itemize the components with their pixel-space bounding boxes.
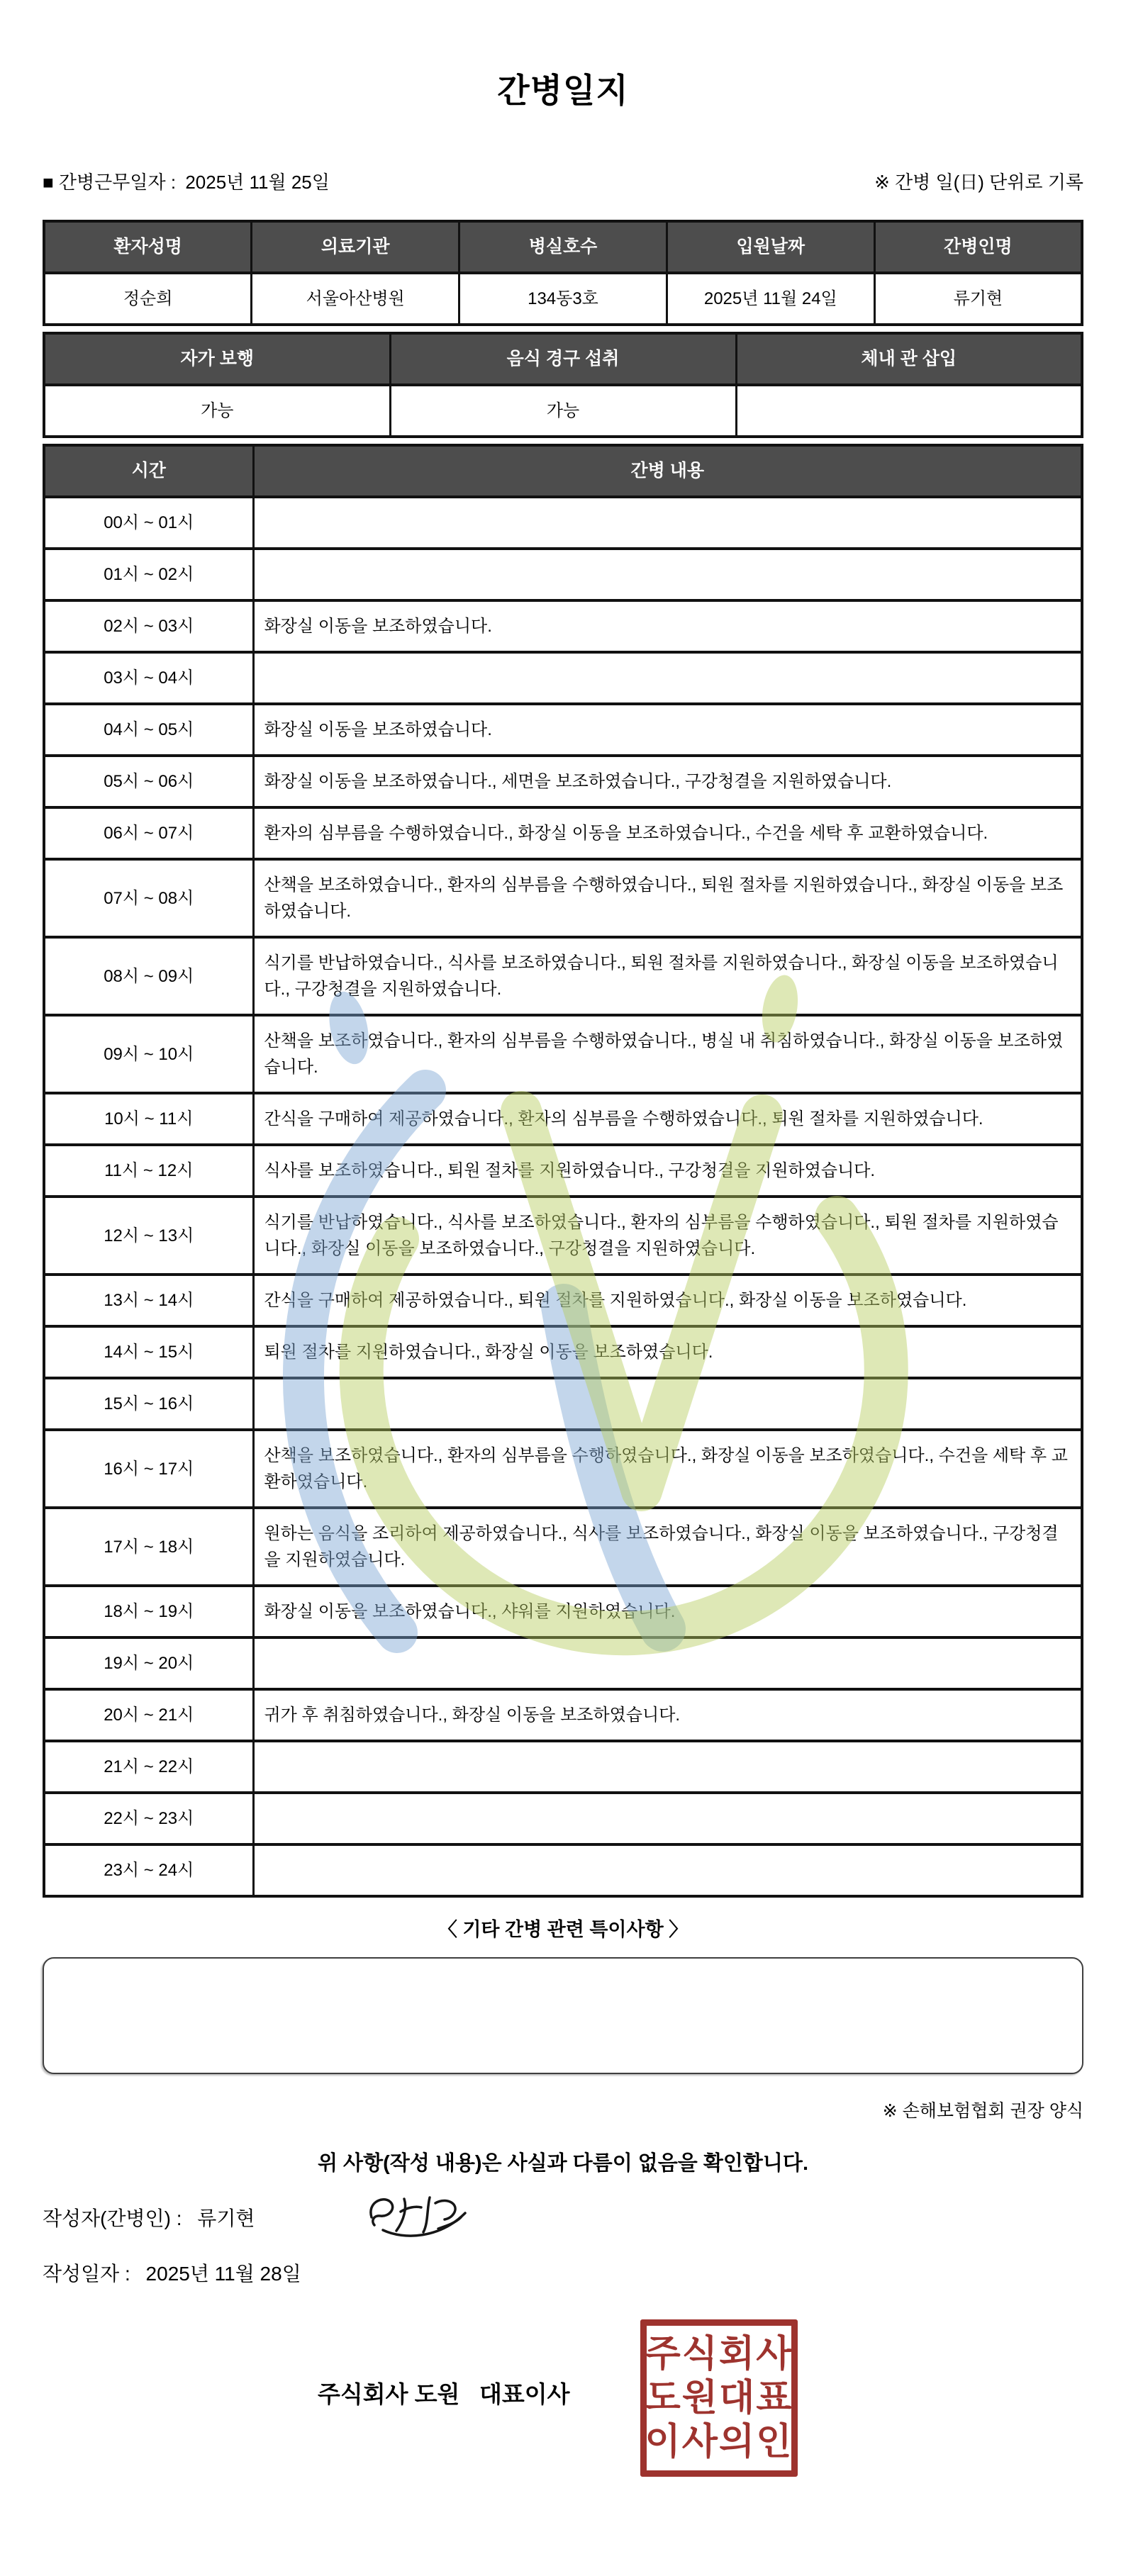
- stamp-text-line: 도원대표: [645, 2378, 793, 2419]
- care-row: [44, 1637, 1082, 1689]
- care-time-cell: 19시 ~ 20시: [44, 1637, 253, 1689]
- care-row: [44, 1586, 1082, 1637]
- tube-insertion-cell: [736, 385, 1082, 437]
- care-time-cell: 18시 ~ 19시: [44, 1586, 253, 1637]
- patient-header-cell: 의료기관: [252, 221, 459, 273]
- care-time-cell: 04시 ~ 05시: [44, 704, 253, 756]
- care-table-body: [44, 497, 1082, 1896]
- care-row: [44, 807, 1082, 859]
- unit-note: ※ 간병 일(日) 단위로 기록: [874, 172, 1083, 193]
- care-content-cell: 간식을 구매하여 제공하였습니다., 환자의 심부름을 수행하였습니다., 퇴원 절차를 지원하였습니다.: [253, 1093, 1082, 1145]
- patient-header-cell: 병실호수: [459, 221, 667, 273]
- status-header-row: [44, 333, 1082, 385]
- other-notes-box: [43, 1957, 1083, 2074]
- care-content-cell: 화장실 이동을 보조하였습니다., 샤워를 지원하였습니다.: [253, 1586, 1082, 1637]
- care-time-cell: 17시 ~ 18시: [44, 1508, 253, 1586]
- care-time-cell: 03시 ~ 04시: [44, 652, 253, 704]
- care-header-row: [44, 445, 1082, 497]
- care-time-cell: 11시 ~ 12시: [44, 1145, 253, 1197]
- care-row: [44, 704, 1082, 756]
- care-time-cell: 09시 ~ 10시: [44, 1015, 253, 1093]
- care-content-cell: 원하는 음식을 조리하여 제공하였습니다., 식사를 보조하였습니다., 화장실 이동을 보조하였습니다., 구강청결을 지원하였습니다.: [253, 1508, 1082, 1586]
- content-header-cell: 간병 내용: [253, 445, 1082, 497]
- care-time-cell: 06시 ~ 07시: [44, 807, 253, 859]
- page-title: 간병일지: [497, 72, 629, 109]
- patient-header-row: [44, 221, 1082, 273]
- care-content-cell: 식기를 반납하였습니다., 식사를 보조하였습니다., 환자의 심부름을 수행하였습니다., 퇴원 절차를 지원하였습니다., 화장실 이동을 보조하였습니다., 구강청결을 지원하였습니다.: [253, 1197, 1082, 1275]
- care-row: [44, 1145, 1082, 1197]
- confirmation-statement: 위 사항(작성 내용)은 사실과 다름이 없음을 확인합니다.: [317, 2152, 809, 2175]
- patient-value-row: [44, 273, 1082, 325]
- care-content-cell: [253, 1793, 1082, 1844]
- work-date-value: 2025년 11월 25일: [185, 172, 330, 193]
- time-header-cell: 시간: [44, 445, 253, 497]
- oral-intake-cell: 가능: [390, 385, 736, 437]
- care-row: [44, 1508, 1082, 1586]
- care-row: [44, 937, 1082, 1015]
- care-content-cell: 산책을 보조하였습니다., 환자의 심부름을 수행하였습니다., 퇴원 절차를 지원하였습니다., 화장실 이동을 보조하였습니다.: [253, 859, 1082, 937]
- care-row: [44, 1689, 1082, 1741]
- care-content-cell: [253, 1844, 1082, 1896]
- care-row: [44, 1326, 1082, 1378]
- care-time-cell: 08시 ~ 09시: [44, 937, 253, 1015]
- care-content-cell: 환자의 심부름을 수행하였습니다., 화장실 이동을 보조하였습니다., 수건을 세탁 후 교환하였습니다.: [253, 807, 1082, 859]
- care-row: [44, 859, 1082, 937]
- care-time-cell: 13시 ~ 14시: [44, 1275, 253, 1326]
- care-time-cell: 16시 ~ 17시: [44, 1430, 253, 1508]
- care-time-cell: 00시 ~ 01시: [44, 497, 253, 549]
- care-log-section: [43, 444, 1083, 1898]
- care-content-cell: 화장실 이동을 보조하였습니다.: [253, 600, 1082, 652]
- written-date-label: 작성일자 :: [43, 2263, 130, 2285]
- care-log-table: [43, 444, 1083, 1898]
- care-row: [44, 1793, 1082, 1844]
- care-time-cell: 05시 ~ 06시: [44, 756, 253, 807]
- care-content-cell: 산책을 보조하였습니다., 환자의 심부름을 수행하였습니다., 화장실 이동을 보조하였습니다., 수건을 세탁 후 교환하였습니다.: [253, 1430, 1082, 1508]
- care-time-cell: 12시 ~ 13시: [44, 1197, 253, 1275]
- writer-name: 류기현: [197, 2207, 255, 2229]
- work-date-label: ■ 간병근무일자 :: [43, 172, 177, 193]
- stamp-text-line: 주식회사: [645, 2334, 793, 2375]
- care-row: [44, 1015, 1082, 1093]
- care-time-cell: 01시 ~ 02시: [44, 549, 253, 600]
- care-time-cell: 22시 ~ 23시: [44, 1793, 253, 1844]
- patient-info-table: [43, 220, 1083, 326]
- care-time-cell: 14시 ~ 15시: [44, 1326, 253, 1378]
- handwritten-signature: [360, 2190, 474, 2250]
- status-header-cell: 자가 보행: [44, 333, 390, 385]
- status-header-cell: 체내 관 삽입: [736, 333, 1082, 385]
- work-date-line: [43, 170, 334, 194]
- care-content-cell: [253, 1741, 1082, 1793]
- care-time-cell: 07시 ~ 08시: [44, 859, 253, 937]
- spacer: [43, 438, 1083, 444]
- care-row: [44, 1093, 1082, 1145]
- care-content-cell: [253, 652, 1082, 704]
- admission-date-cell: 2025년 11월 24일: [667, 273, 874, 325]
- status-value-row: [44, 385, 1082, 437]
- care-row: [44, 549, 1082, 600]
- care-row: [44, 1378, 1082, 1430]
- care-row: [44, 1844, 1082, 1896]
- care-content-cell: 간식을 구매하여 제공하였습니다., 퇴원 절차를 지원하였습니다., 화장실 이동을 보조하였습니다.: [253, 1275, 1082, 1326]
- care-time-cell: 20시 ~ 21시: [44, 1689, 253, 1741]
- care-content-cell: [253, 1637, 1082, 1689]
- meta-row: [43, 170, 1083, 194]
- care-content-cell: [253, 1378, 1082, 1430]
- care-content-cell: 귀가 후 취침하였습니다., 화장실 이동을 보조하였습니다.: [253, 1689, 1082, 1741]
- care-row: [44, 652, 1082, 704]
- patient-status-table: [43, 332, 1083, 438]
- care-row: [44, 756, 1082, 807]
- care-row: [44, 1275, 1082, 1326]
- room-number-cell: 134동3호: [459, 273, 667, 325]
- status-header-cell: 음식 경구 섭취: [390, 333, 736, 385]
- care-time-cell: 15시 ~ 16시: [44, 1378, 253, 1430]
- hospital-cell: 서울아산병원: [252, 273, 459, 325]
- care-row: [44, 1197, 1082, 1275]
- company-line: 주식회사 도원 대표이사: [318, 2381, 570, 2407]
- writer-label: 작성자(간병인) :: [43, 2207, 182, 2229]
- spacer: [43, 326, 1083, 332]
- care-row: [44, 1430, 1082, 1508]
- care-content-cell: [253, 497, 1082, 549]
- care-row: [44, 1741, 1082, 1793]
- patient-name-cell: 정순희: [44, 273, 252, 325]
- stamp-text-line: 이사의인: [645, 2421, 793, 2463]
- care-content-cell: 식사를 보조하였습니다., 퇴원 절차를 지원하였습니다., 구강청결을 지원하였습니다.: [253, 1145, 1082, 1197]
- care-row: [44, 600, 1082, 652]
- writer-line: [43, 2205, 1126, 2233]
- corporate-seal-stamp: [640, 2319, 798, 2477]
- self-walking-cell: 가능: [44, 385, 390, 437]
- footer-row: [43, 2319, 1083, 2490]
- patient-header-cell: 간병인명: [874, 221, 1082, 273]
- care-time-cell: 02시 ~ 03시: [44, 600, 253, 652]
- patient-header-cell: 입원날짜: [667, 221, 874, 273]
- care-content-cell: 화장실 이동을 보조하였습니다., 세면을 보조하였습니다., 구강청결을 지원하였습니다.: [253, 756, 1082, 807]
- written-date-line: [43, 2260, 1126, 2288]
- other-notes-title: 〈 기타 간병 관련 특이사항 〉: [437, 1919, 689, 1940]
- care-content-cell: 식기를 반납하였습니다., 식사를 보조하였습니다., 퇴원 절차를 지원하였습니다., 화장실 이동을 보조하였습니다., 구강청결을 지원하였습니다.: [253, 937, 1082, 1015]
- form-note: ※ 손해보험협회 권장 양식: [882, 2101, 1083, 2121]
- care-time-cell: 23시 ~ 24시: [44, 1844, 253, 1896]
- written-date-value: 2025년 11월 28일: [145, 2263, 301, 2285]
- care-time-cell: 10시 ~ 11시: [44, 1093, 253, 1145]
- caregiver-name-cell: 류기현: [874, 273, 1082, 325]
- care-content-cell: 산책을 보조하였습니다., 환자의 심부름을 수행하였습니다., 병실 내 취침하였습니다., 화장실 이동을 보조하였습니다.: [253, 1015, 1082, 1093]
- patient-header-cell: 환자성명: [44, 221, 252, 273]
- care-time-cell: 21시 ~ 22시: [44, 1741, 253, 1793]
- care-content-cell: 퇴원 절차를 지원하였습니다., 화장실 이동을 보조하였습니다.: [253, 1326, 1082, 1378]
- tables-area: [43, 220, 1083, 1898]
- care-row: [44, 497, 1082, 549]
- care-content-cell: [253, 549, 1082, 600]
- care-content-cell: 화장실 이동을 보조하였습니다.: [253, 704, 1082, 756]
